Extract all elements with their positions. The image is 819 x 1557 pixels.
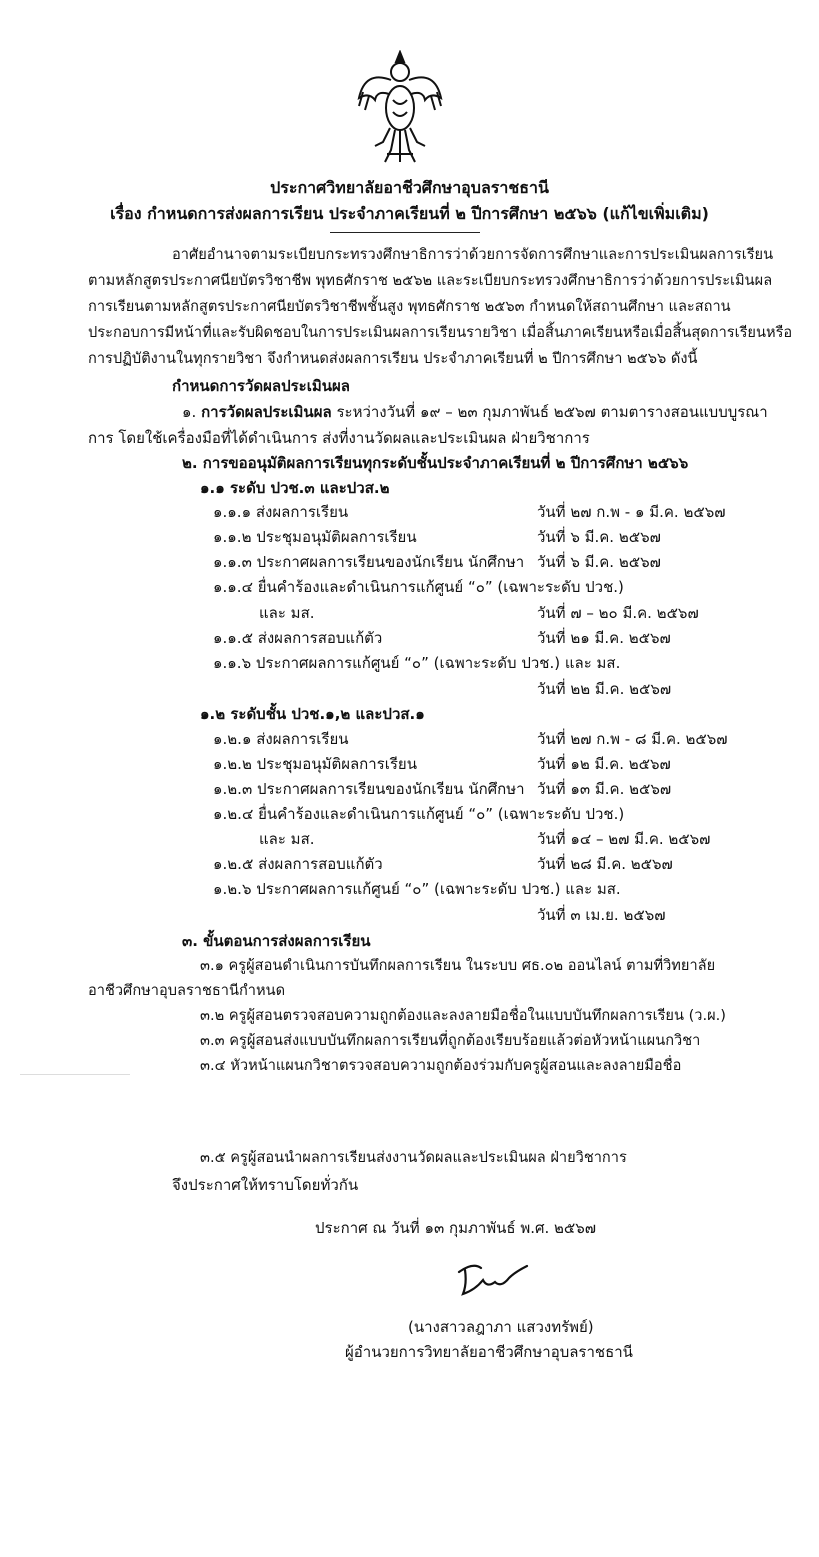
step-3-1: ๓.๑ ครูผู้สอนดำเนินการบันทึกผลการเรียน ในระบบ ศธ.๐๒ ออนไลน์ ตามที่วิทยาลัย [200,957,716,974]
document-subject: เรื่อง กำหนดการส่งผลการเรียน ประจำภาคเรียนที่ ๒ ปีการศึกษา ๒๕๖๖ (แก้ไขเพิ่มเติม) [110,204,709,223]
item-label: ๑.๒.๕ ส่งผลการสอบแก้ตัว [213,855,383,873]
document-title: ประกาศวิทยาลัยอาชีวศึกษาอุบลราชธานี [270,178,549,197]
item-label: ๑.๒.๓ ประกาศผลการเรียนของนักเรียน นักศึกษา [213,780,525,798]
section-2-title: ๒. การขออนุมัติผลการเรียนทุกระดับชั้นประจำภาคเรียนที่ ๒ ปีการศึกษา ๒๕๖๖ [182,454,689,472]
signer-name: (นางสาวลฎาภา แสวงทรัพย์) [408,1318,594,1336]
item-label: ๑.๑.๖ ประกาศผลการแก้ศูนย์ “๐” (เฉพาะระดับ ปวช.) และ มส. [213,654,621,672]
closing-line: จึงประกาศให้ทราบโดยทั่วกัน [172,1176,359,1194]
subsection-1-2-title: ๑.๒ ระดับชั้น ปวช.๑,๒ และปวส.๑ [200,705,425,723]
garuda-emblem-icon [355,50,445,165]
item-label: ๑.๒.๑ ส่งผลการเรียน [213,730,349,748]
item-label: ๑.๑.๔ ยื่นคำร้องและดำเนินการแก้ศูนย์ “๐” (เฉพาะระดับ ปวช.) [213,578,624,596]
signer-title: ผู้อำนวยการวิทยาลัยอาชีวศึกษาอุบลราชธานี [345,1343,633,1361]
section-1-title: การวัดผลประเมินผล [201,403,332,421]
item-date: วันที่ ๒๗ ก.พ - ๘ มี.ค. ๒๕๖๗ [537,730,728,748]
intro-line-2: ตามหลักสูตรประกาศนียบัตรวิชาชีพ พุทธศักราช ๒๕๖๒ และระเบียบกระทรวงศึกษาธิการว่าด้วยการประเมินผล [88,272,773,289]
signature-icon [455,1258,530,1300]
intro-line-5: การปฏิบัติงานในทุกรายวิชา จึงกำหนดส่งผลการเรียน ประจำภาคเรียนที่ ๒ ปีการศึกษา ๒๕๖๖ ดังนี้ [88,350,698,367]
item-date: วันที่ ๒๒ มี.ค. ๒๕๖๗ [537,680,672,698]
section-3-title: ๓. ขั้นตอนการส่งผลการเรียน [182,932,371,950]
title-divider [330,232,480,233]
item-label-continued: และ มส. [259,604,315,622]
item-date: วันที่ ๒๑ มี.ค. ๒๕๖๗ [537,629,671,647]
section-heading: กำหนดการวัดผลประเมินผล [172,377,350,395]
item-label: ๑.๑.๒ ประชุมอนุมัติผลการเรียน [213,528,417,546]
item-date: วันที่ ๑๔ – ๒๗ มี.ค. ๒๕๖๗ [537,830,711,848]
step-3-1-continued: อาชีวศึกษาอุบลราชธานีกำหนด [88,982,286,999]
step-3-4: ๓.๔ หัวหน้าแผนกวิชาตรวจสอบความถูกต้องร่วมกับครูผู้สอนและลงลายมือชื่อ [200,1057,682,1074]
item-date: วันที่ ๑๒ มี.ค. ๒๕๖๗ [537,755,671,773]
item-label: ๑.๑.๕ ส่งผลการสอบแก้ตัว [213,629,383,647]
intro-line-1: อาศัยอำนาจตามระเบียบกระทรวงศึกษาธิการว่าด้วยการจัดการศึกษาและการประเมินผลการเรียน [172,246,774,263]
item-label: ๑.๑.๓ ประกาศผลการเรียนของนักเรียน นักศึกษา [213,553,525,571]
item-label: ๑.๒.๒ ประชุมอนุมัติผลการเรียน [213,755,417,773]
item-date: วันที่ ๓ เม.ย. ๒๕๖๗ [537,906,666,924]
intro-line-3: การเรียนตามหลักสูตรประกาศนียบัตรวิชาชีพชั้นสูง พุทธศักราช ๒๕๖๓ กำหนดให้สถานศึกษา และสถาน [88,298,731,315]
item-label: ๑.๒.๔ ยื่นคำร้องและดำเนินการแก้ศูนย์ “๐” (เฉพาะระดับ ปวช.) [213,805,625,823]
item-date: วันที่ ๒๘ มี.ค. ๒๕๖๗ [537,855,673,873]
section-1-text: ระหว่างวันที่ ๑๙ – ๒๓ กุมภาพันธ์ ๒๕๖๗ ตามตารางสอนแบบบูรณา [336,403,768,421]
section-1-line [182,400,768,424]
step-3-3: ๓.๓ ครูผู้สอนส่งแบบบันทึกผลการเรียนที่ถูกต้องเรียบร้อยแล้วต่อหัวหน้าแผนกวิชา [200,1032,701,1049]
item-label: ๑.๑.๑ ส่งผลการเรียน [213,503,349,521]
scan-mark [20,1074,130,1075]
item-date: วันที่ ๖ มี.ค. ๒๕๖๗ [537,553,661,571]
item-date: วันที่ ๑๓ มี.ค. ๒๕๖๗ [537,780,672,798]
section-1-number: ๑. [182,403,197,421]
announcement-date: ประกาศ ณ วันที่ ๑๓ กุมภาพันธ์ พ.ศ. ๒๕๖๗ [315,1219,597,1237]
item-label-continued: และ มส. [259,830,315,848]
intro-line-4: ประกอบการมีหน้าที่และรับผิดชอบในการประเมินผลการเรียนรายวิชา เมื่อสิ้นภาคเรียนหรือเมื่อสิ้นสุดการเรียนหรือ [88,324,793,341]
item-date: วันที่ ๒๗ ก.พ - ๑ มี.ค. ๒๕๖๗ [537,503,726,521]
step-3-5: ๓.๕ ครูผู้สอนนำผลการเรียนส่งงานวัดผลและประเมินผล ฝ่ายวิชาการ [200,1149,627,1166]
subsection-1-1-title: ๑.๑ ระดับ ปวช.๓ และปวส.๒ [200,479,390,497]
item-date: วันที่ ๗ – ๒๐ มี.ค. ๒๕๖๗ [537,604,699,622]
section-1-line-2: การ โดยใช้เครื่องมือที่ได้ดำเนินการ ส่งที่งานวัดผลและประเมินผล ฝ่ายวิชาการ [88,429,590,447]
step-3-2: ๓.๒ ครูผู้สอนตรวจสอบความถูกต้องและลงลายมือชื่อในแบบบันทึกผลการเรียน (ว.ผ.) [200,1007,726,1024]
item-label: ๑.๒.๖ ประกาศผลการแก้ศูนย์ “๐” (เฉพาะระดับ ปวช.) และ มส. [213,880,621,898]
item-date: วันที่ ๖ มี.ค. ๒๕๖๗ [537,528,661,546]
